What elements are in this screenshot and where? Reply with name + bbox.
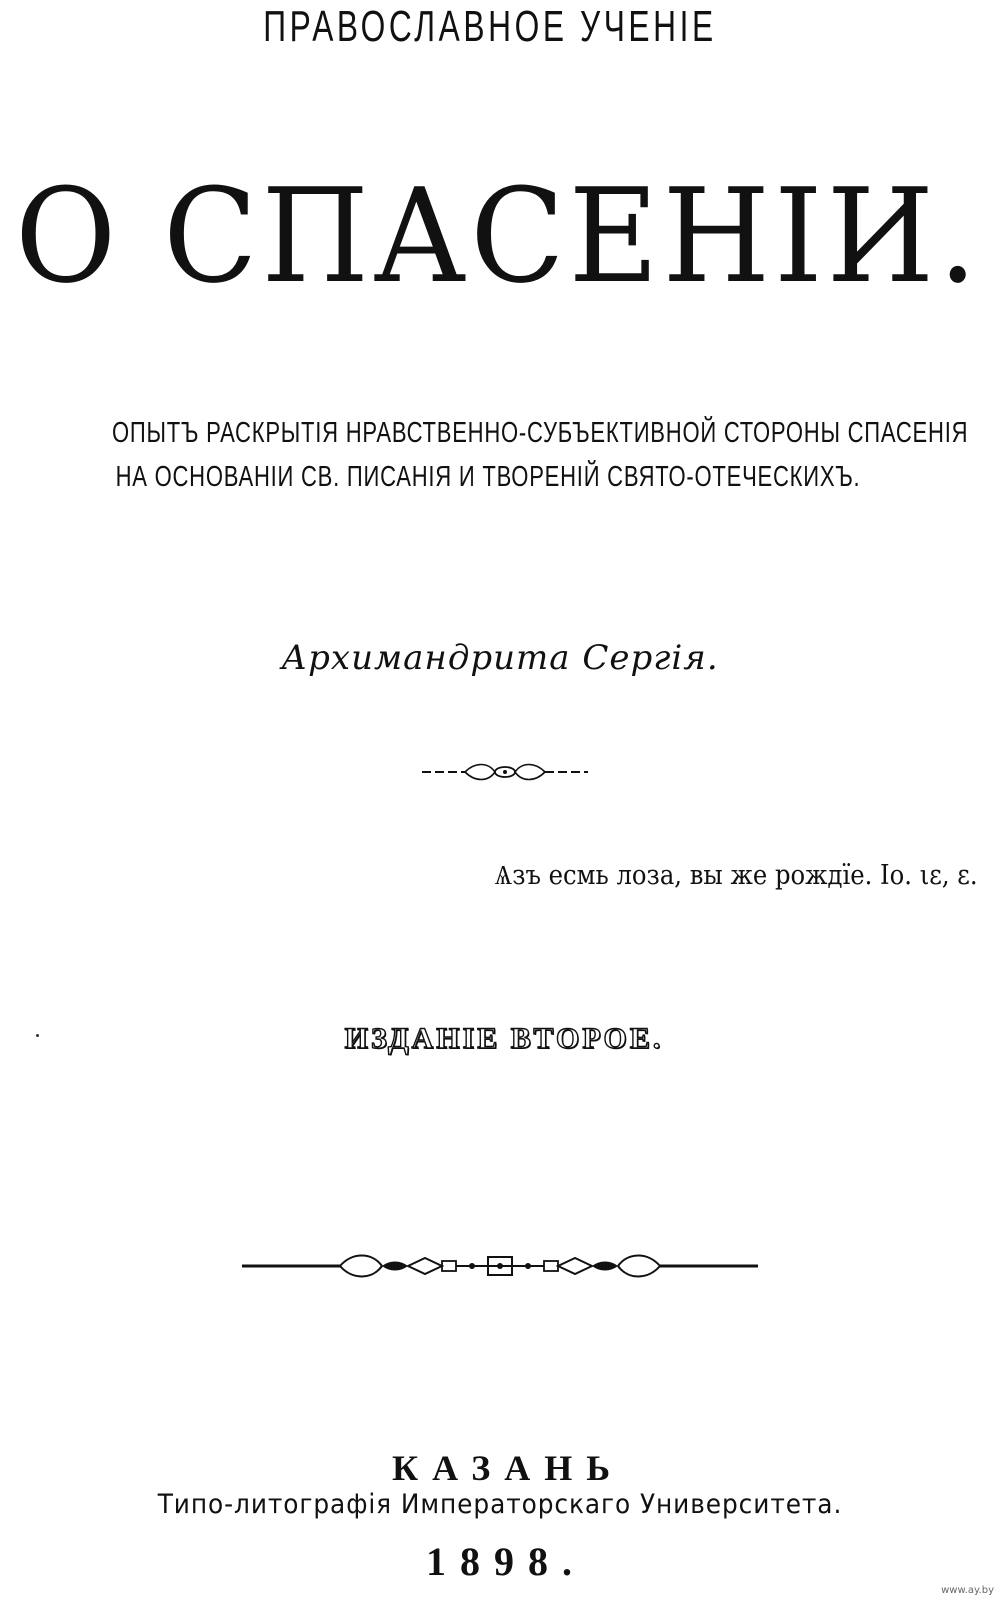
large-ornament-divider bbox=[240, 1246, 760, 1286]
watermark: www.ay.by bbox=[941, 1585, 994, 1596]
subtitle-line-2: НА ОСНОВАНIИ СВ. ПИСАНIЯ И ТВОРЕНIЙ СВЯТО-ОТЕЧЕСКИХЪ. bbox=[115, 461, 861, 493]
printer: Типо-литографiя Императорскаго Университета. bbox=[157, 1489, 843, 1520]
edition-label: ИЗДАНIЕ ВТОРОЕ. bbox=[344, 1022, 664, 1055]
year: 1898. bbox=[426, 1539, 586, 1584]
subtitle-line-1: ОПЫТЪ РАСКРЫТIЯ НРАВСТВЕННО-СУБЪЕКТИВНОЙ СТОРОНЫ СПАСЕНIЯ bbox=[112, 417, 969, 449]
author: Архимандрита Сергiя. bbox=[281, 638, 719, 678]
city: КАЗАНЬ bbox=[391, 1448, 624, 1488]
epigraph: Ѧзъ есмь лоза, вы же рождїе. Іо. ιε, ε. bbox=[495, 860, 978, 891]
top-title: ПРАВОСЛАВНОЕ УЧЕНIЕ bbox=[263, 2, 717, 51]
small-ornament-divider bbox=[420, 760, 590, 784]
main-title: О СПАСЕНIИ. bbox=[15, 160, 982, 312]
